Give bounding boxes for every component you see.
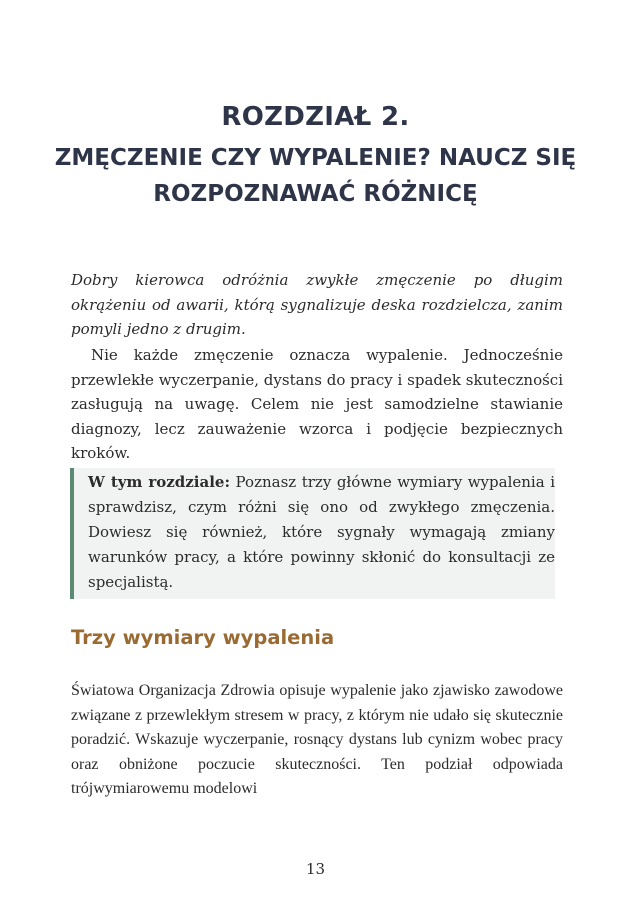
page-number: 13 xyxy=(305,860,326,878)
section-heading: Trzy wymiary wypalenia xyxy=(71,626,335,649)
intro-paragraph: Nie każde zmęczenie oznacza wypalenie. Jednocześnie przewlekłe wyczerpanie, dystans do pracy i spadek skuteczności zasługują na uwagę. Celem nie jest samodzielne stawianie diagnozy, lecz zauważenie wzorca i podjęcie bezpiecznych kroków. xyxy=(71,346,563,462)
chapter-heading xyxy=(40,98,591,212)
chapter-summary-callout xyxy=(70,468,555,599)
chapter-title: ZMĘCZENIE CZY WYPALENIE? NAUCZ SIĘ ROZPOZNAWAĆ RÓŻNICĘ xyxy=(54,145,577,207)
chapter-number: ROZDZIAŁ 2. xyxy=(221,102,410,132)
callout-label: W tym rozdziale: xyxy=(88,473,230,491)
epigraph: Dobry kierowca odróżnia zwykłe zmęczenie po długim okrążeniu od awarii, którą sygnalizuje deska rozdzielcza, zanim pomyli jedno z drugim. xyxy=(71,271,563,338)
section-body-paragraph: Światowa Organizacja Zdrowia opisuje wypalenie jako zjawisko zawodowe związane z przewlekłym stresem w pracy, z którym nie udało się skutecznie poradzić. Wskazuje wyczerpanie, rosnący dystans lub cynizm wobec pracy oraz obniżone poczucie skuteczności. Ten podział odpowiada trójwymiarowemu modelowi xyxy=(71,682,563,797)
callout-text: Poznasz trzy główne wymiary wypalenia i sprawdzisz, czym różni się ono od zwykłego zmęczenia. Dowiesz się również, które sygnały wymagają zmiany warunków pracy, a które powinny skłonić do konsultacji ze specjalistą. xyxy=(88,473,555,591)
